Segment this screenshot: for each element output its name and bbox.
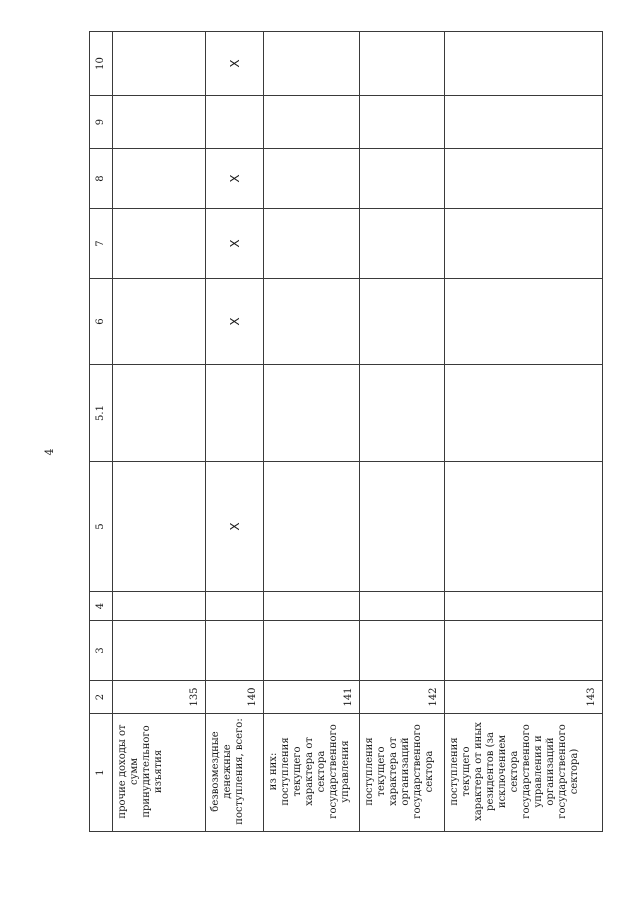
cell [264, 32, 360, 96]
cell [206, 365, 264, 462]
cell [113, 149, 206, 209]
cell [264, 365, 360, 462]
table-container [89, 32, 597, 832]
row-code: 142 [360, 681, 445, 714]
cell [113, 621, 206, 681]
cell [445, 592, 603, 621]
cell [206, 96, 264, 149]
col-header-6: 6 [90, 279, 113, 365]
col-header-1: 1 [90, 714, 113, 832]
cell [445, 32, 603, 96]
row-code: 141 [264, 681, 360, 714]
cell: X [206, 279, 264, 365]
cell [113, 462, 206, 592]
cell [360, 209, 445, 279]
cell [264, 621, 360, 681]
cell [206, 592, 264, 621]
table-rotation-frame [89, 32, 597, 832]
row-code: 135 [113, 681, 206, 714]
cell [360, 149, 445, 209]
cell [264, 96, 360, 149]
cell [206, 621, 264, 681]
cell: X [206, 209, 264, 279]
cell [360, 462, 445, 592]
cell [360, 592, 445, 621]
page-number: 4 [43, 448, 56, 456]
header-row [90, 32, 113, 832]
row-name: поступления текущего характера от организаций государственного сектора [360, 714, 445, 832]
cell: X [206, 149, 264, 209]
col-header-7: 7 [90, 209, 113, 279]
cell [445, 96, 603, 149]
cell [264, 462, 360, 592]
report-table [89, 31, 603, 832]
row-code: 140 [206, 681, 264, 714]
cell [113, 32, 206, 96]
cell [264, 279, 360, 365]
table-row [206, 32, 264, 832]
row-name: из них: поступления текущего характера от сектора государственного управления [264, 714, 360, 832]
cell [445, 365, 603, 462]
cell [264, 592, 360, 621]
cell [360, 96, 445, 149]
col-header-9: 9 [90, 96, 113, 149]
col-header-4: 4 [90, 592, 113, 621]
col-header-8: 8 [90, 149, 113, 209]
col-header-5: 5 [90, 462, 113, 592]
cell: X [206, 32, 264, 96]
cell [445, 462, 603, 592]
cell [113, 279, 206, 365]
cell [113, 209, 206, 279]
row-name: прочие доходы от сумм принудительного изъятия [113, 714, 206, 832]
row-name: безвозмездные денежные поступления, всего: [206, 714, 264, 832]
cell [113, 96, 206, 149]
col-header-3: 3 [90, 621, 113, 681]
cell [113, 365, 206, 462]
table-row [264, 32, 360, 832]
cell [445, 621, 603, 681]
cell [445, 149, 603, 209]
cell [360, 32, 445, 96]
col-header-2: 2 [90, 681, 113, 714]
cell [360, 279, 445, 365]
col-header-5-1: 5.1 [90, 365, 113, 462]
table-row [445, 32, 603, 832]
cell [264, 209, 360, 279]
row-code: 143 [445, 681, 603, 714]
table-row [113, 32, 206, 832]
cell [264, 149, 360, 209]
cell [113, 592, 206, 621]
cell [445, 279, 603, 365]
cell [360, 365, 445, 462]
row-name: поступления текущего характера от иных резидентов (за исключением сектора государственного управления и организаций государственного сектора) [445, 714, 603, 832]
cell [360, 621, 445, 681]
cell [445, 209, 603, 279]
table-row [360, 32, 445, 832]
col-header-10: 10 [90, 32, 113, 96]
cell: X [206, 462, 264, 592]
